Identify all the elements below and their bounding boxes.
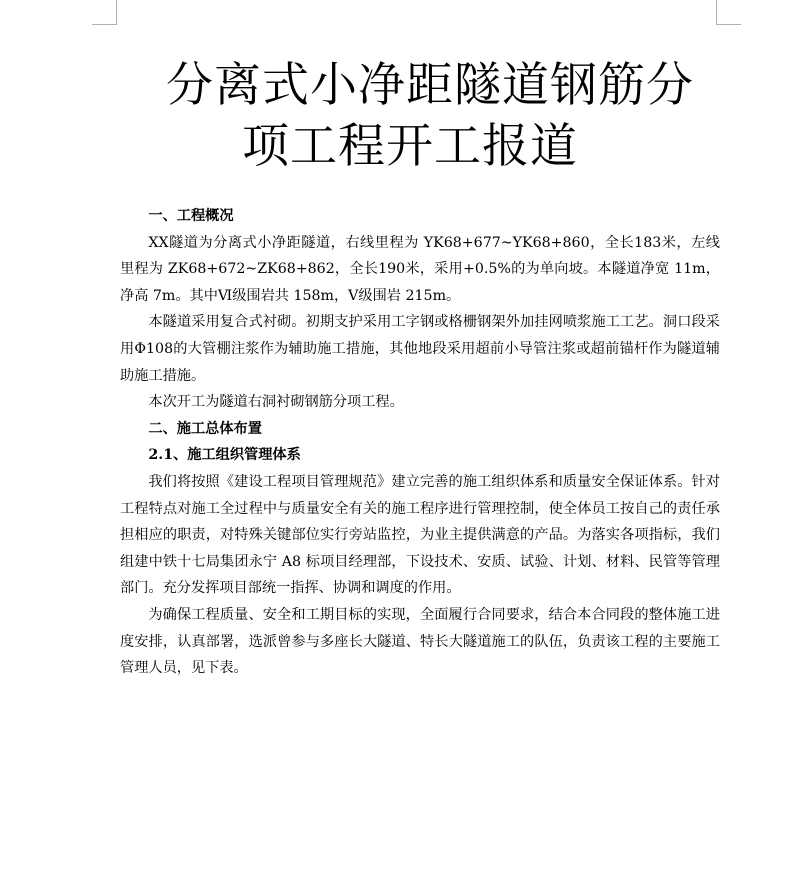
heading-management-system: 2.1、施工组织管理体系 — [148, 447, 301, 464]
heading-project-overview: 一、工程概况 — [148, 208, 234, 224]
document-body — [120, 203, 720, 682]
page-corner-mark-top-left — [92, 0, 117, 25]
document-title-line-1: 分离式小净距隧道钢筋分 — [166, 58, 694, 113]
paragraph-scope: 本次开工为隧道右洞衬砌钢筋分项工程。 — [148, 394, 404, 411]
paragraph-lining-support: 本隧道采用复合式衬砌。初期支护采用工字钢或格栅钢架外加挂网喷浆施工工艺。洞口段采用Φ108的大管棚注浆作为辅助施工措施，其他地段采用超前小导管注浆或超前锚杆作为隧道辅助施工措施。 — [120, 314, 720, 384]
document-title-line-2: 项工程开工报道 — [242, 119, 578, 174]
page-corner-mark-top-right — [716, 0, 741, 25]
heading-general-layout: 二、施工总体布置 — [148, 420, 262, 437]
paragraph-tunnel-description: XX隧道为分离式小净距隧道，右线里程为 YK68+677~YK68+860，全长183米，左线里程为 ZK68+672~ZK68+862，全长190米，采用+0.5%的为单向坡。本隧道净宽 11m，净高 7m。其中Ⅵ级围岩共 158m，Ⅴ级围岩 215m。 — [120, 234, 720, 304]
paragraph-personnel: 为确保工程质量、安全和工期目标的实现，全面履行合同要求，结合本合同段的整体施工进度安排，认真部署，选派曾参与多座长大隧道、特长大隧道施工的队伍，负责该工程的主要施工管理人员，见下表。 — [120, 606, 720, 677]
paragraph-management-system: 我们将按照《建设工程项目管理规范》建立完善的施工组织体系和质量安全保证体系。针对工程特点对施工全过程中与质量安全有关的施工程序进行管理控制，使全体员工按自己的责任承担相应的职责，对特殊关键部位实行旁站监控，为业主提供满意的产品。为落实各项指标，我们组建中铁十七局集团永宁 A8 标项目经理部，下设技术、安质、试验、计划、材料、民管等管理部门。充分发挥项目部统一指挥、协调和调度的作用。 — [120, 473, 720, 597]
